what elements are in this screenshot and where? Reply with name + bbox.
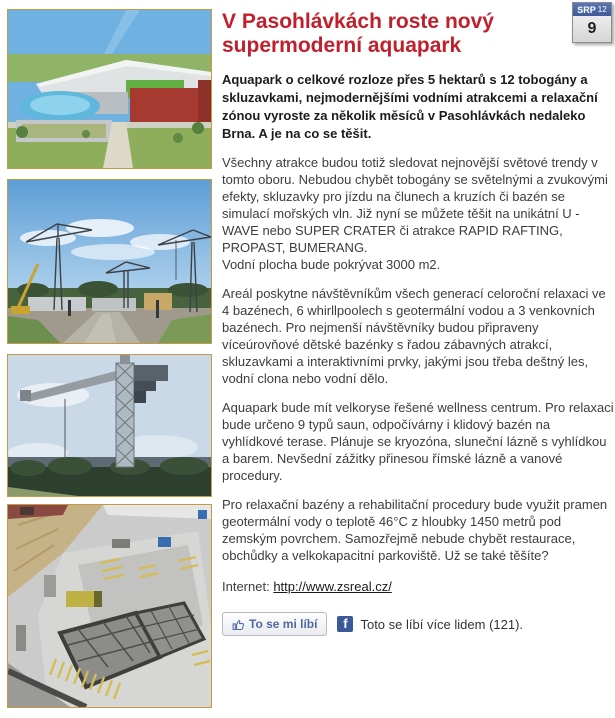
article-title: V Pasohlávkách roste nový supermoderní aquapark (222, 10, 494, 57)
article-content (222, 6, 614, 636)
water-area-note: Vodní plocha bude pokrývat 3000 m2. (222, 257, 441, 272)
article-photo-aquapark-render[interactable] (7, 9, 212, 169)
date-badge-header (573, 3, 611, 16)
article-photo-foundation-aerial[interactable] (7, 504, 212, 708)
foundation-aerial-illustration (8, 505, 211, 707)
date-badge-day: 9 (587, 20, 597, 37)
facebook-widget (222, 612, 614, 636)
article-photo-cranes-site[interactable] (7, 179, 212, 344)
thumbs-up-icon (232, 618, 245, 631)
facebook-like-button[interactable] (222, 612, 327, 636)
crane-closeup-illustration (8, 355, 211, 496)
like-button-label: To se mi líbí (249, 617, 318, 631)
article-paragraph-1 (222, 154, 614, 273)
date-badge-year: 12 (597, 5, 607, 14)
date-badge (572, 2, 612, 43)
photo-column (7, 9, 212, 718)
website-link[interactable]: http://www.zsreal.cz/ (273, 579, 392, 594)
internet-line (222, 578, 614, 595)
aquapark-render-illustration (8, 10, 211, 168)
article-paragraph-4: Pro relaxační bazény a rehabilitační procedury bude využit pramen geotermální vody o teplotě 46°C z hloubky 1450 metrů pod zemským povrchem. Samozřejmě nebude chybět restaurace, obchůdky a velkokapacitní parkoviště. Už se také těšíte? (222, 497, 608, 563)
date-badge-month: SRP (577, 4, 596, 15)
internet-label: Internet: (222, 579, 270, 594)
article-paragraph-3: Aquapark bude mít velkoryse řešené wellness centrum. Pro relaxaci bude určeno 9 typů saun, odpočívárny i klidový bazén na vyhlídkové terase. Plánuje se kryozóna, sluneční lázně s vyhlídkou a barem. Nevšední zážitky přinesou římské lázně a vanové procedury. (222, 400, 614, 483)
article-intro: Aquapark o celkové rozloze přes 5 hektarů s 12 tobogány a skluzavkami, nejmodernějšími vodními atrakcemi a relaxační zónou vyroste za několik měsíců v Pasohlávkách nedaleko Brna. A je na co se těšit. (222, 72, 598, 141)
facebook-icon[interactable]: f (337, 616, 353, 632)
article-paragraph-2: Areál poskytne návštěvníkům všech generací celoroční relaxaci ve 4 bazénech, 6 whirllpoolech s geotermální vodou a 3 venkovních bazénech. Pro nejmenší návštěvníky budou připraveny víceúrovňové dětské bazénky s řadou zábavných atrakcí, skluzavkami a interaktivními prvky, jakými jsou třeba deštný les, vodní clona nebo vodní dělo. (222, 286, 606, 386)
like-status-text: Toto se líbí více lidem (121). (360, 616, 524, 632)
article-photo-crane-closeup[interactable] (7, 354, 212, 497)
cranes-site-illustration (8, 180, 211, 343)
paragraph-text: Všechny atrakce budou totiž sledovat nejnovější světové trendy v tomto oboru. Nebudou chybět tobogány se světelnými a zvukovými efekty, skluzavky pro jízdu na člunech a kruzích či bazén se simulací mořských vln. Již nyní se můžete těšit na unikátní U - WAVE nebo SUPER CRATER či atrakce RAPID RAFTING, PROPAST, BUMERANG. (222, 155, 608, 255)
